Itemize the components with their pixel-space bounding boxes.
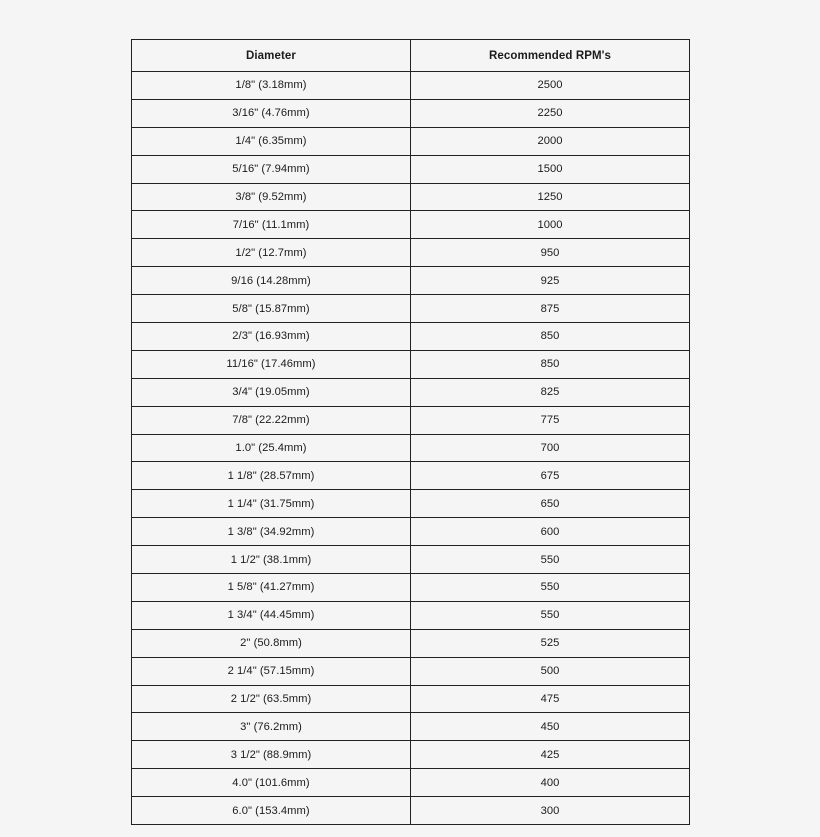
cell-recommended-rpm: 550 [411,601,690,629]
cell-diameter: 7/8" (22.22mm) [132,406,411,434]
cell-diameter: 3/8" (9.52mm) [132,183,411,211]
cell-recommended-rpm: 700 [411,434,690,462]
cell-diameter: 1 3/8" (34.92mm) [132,518,411,546]
cell-diameter: 5/16" (7.94mm) [132,155,411,183]
table-row [132,267,690,295]
table-row [132,685,690,713]
cell-recommended-rpm: 650 [411,490,690,518]
cell-recommended-rpm: 2500 [411,72,690,100]
table-row [132,434,690,462]
cell-diameter: 9/16 (14.28mm) [132,267,411,295]
cell-diameter: 1 1/4" (31.75mm) [132,490,411,518]
table-row [132,350,690,378]
cell-diameter: 11/16" (17.46mm) [132,350,411,378]
cell-diameter: 1 3/4" (44.45mm) [132,601,411,629]
cell-recommended-rpm: 2000 [411,127,690,155]
table-row [132,211,690,239]
cell-diameter: 2" (50.8mm) [132,629,411,657]
cell-recommended-rpm: 775 [411,406,690,434]
cell-diameter: 5/8" (15.87mm) [132,295,411,323]
cell-diameter: 1.0" (25.4mm) [132,434,411,462]
table-row [132,657,690,685]
table-row [132,490,690,518]
cell-recommended-rpm: 450 [411,713,690,741]
cell-recommended-rpm: 600 [411,518,690,546]
cell-recommended-rpm: 550 [411,574,690,602]
table-row [132,155,690,183]
cell-diameter: 6.0" (153.4mm) [132,797,411,825]
cell-recommended-rpm: 550 [411,546,690,574]
table-row [132,72,690,100]
table-row [132,378,690,406]
table-row [132,713,690,741]
cell-recommended-rpm: 850 [411,323,690,351]
cell-recommended-rpm: 675 [411,462,690,490]
cell-diameter: 3/16" (4.76mm) [132,99,411,127]
cell-recommended-rpm: 825 [411,378,690,406]
cell-diameter: 1 1/8" (28.57mm) [132,462,411,490]
table-row [132,574,690,602]
cell-recommended-rpm: 2250 [411,99,690,127]
table-row [132,601,690,629]
table-row [132,99,690,127]
column-header-diameter: Diameter [132,40,411,72]
cell-recommended-rpm: 475 [411,685,690,713]
cell-diameter: 2 1/4" (57.15mm) [132,657,411,685]
table-row [132,741,690,769]
cell-diameter: 3" (76.2mm) [132,713,411,741]
cell-diameter: 7/16" (11.1mm) [132,211,411,239]
table-row [132,546,690,574]
cell-recommended-rpm: 950 [411,239,690,267]
cell-diameter: 1 5/8" (41.27mm) [132,574,411,602]
cell-diameter: 4.0" (101.6mm) [132,769,411,797]
table-row [132,518,690,546]
cell-recommended-rpm: 925 [411,267,690,295]
cell-diameter: 2/3" (16.93mm) [132,323,411,351]
cell-diameter: 1/8" (3.18mm) [132,72,411,100]
table-row [132,295,690,323]
cell-diameter: 1/2" (12.7mm) [132,239,411,267]
cell-recommended-rpm: 1250 [411,183,690,211]
table-row [132,323,690,351]
table-row [132,127,690,155]
cell-recommended-rpm: 525 [411,629,690,657]
table-row [132,183,690,211]
rpm-table-container [131,39,689,825]
column-header-recommended-rpm: Recommended RPM's [411,40,690,72]
table-header [132,40,690,72]
table-body [132,72,690,825]
cell-recommended-rpm: 300 [411,797,690,825]
table-row [132,797,690,825]
cell-recommended-rpm: 425 [411,741,690,769]
table-header-row [132,40,690,72]
cell-recommended-rpm: 1000 [411,211,690,239]
recommended-rpm-table [131,39,690,825]
cell-diameter: 3/4" (19.05mm) [132,378,411,406]
cell-recommended-rpm: 1500 [411,155,690,183]
table-row [132,462,690,490]
cell-diameter: 1/4" (6.35mm) [132,127,411,155]
table-row [132,629,690,657]
cell-diameter: 3 1/2" (88.9mm) [132,741,411,769]
table-row [132,406,690,434]
table-row [132,239,690,267]
cell-recommended-rpm: 400 [411,769,690,797]
table-row [132,769,690,797]
cell-recommended-rpm: 875 [411,295,690,323]
cell-recommended-rpm: 500 [411,657,690,685]
cell-recommended-rpm: 850 [411,350,690,378]
cell-diameter: 1 1/2" (38.1mm) [132,546,411,574]
cell-diameter: 2 1/2" (63.5mm) [132,685,411,713]
